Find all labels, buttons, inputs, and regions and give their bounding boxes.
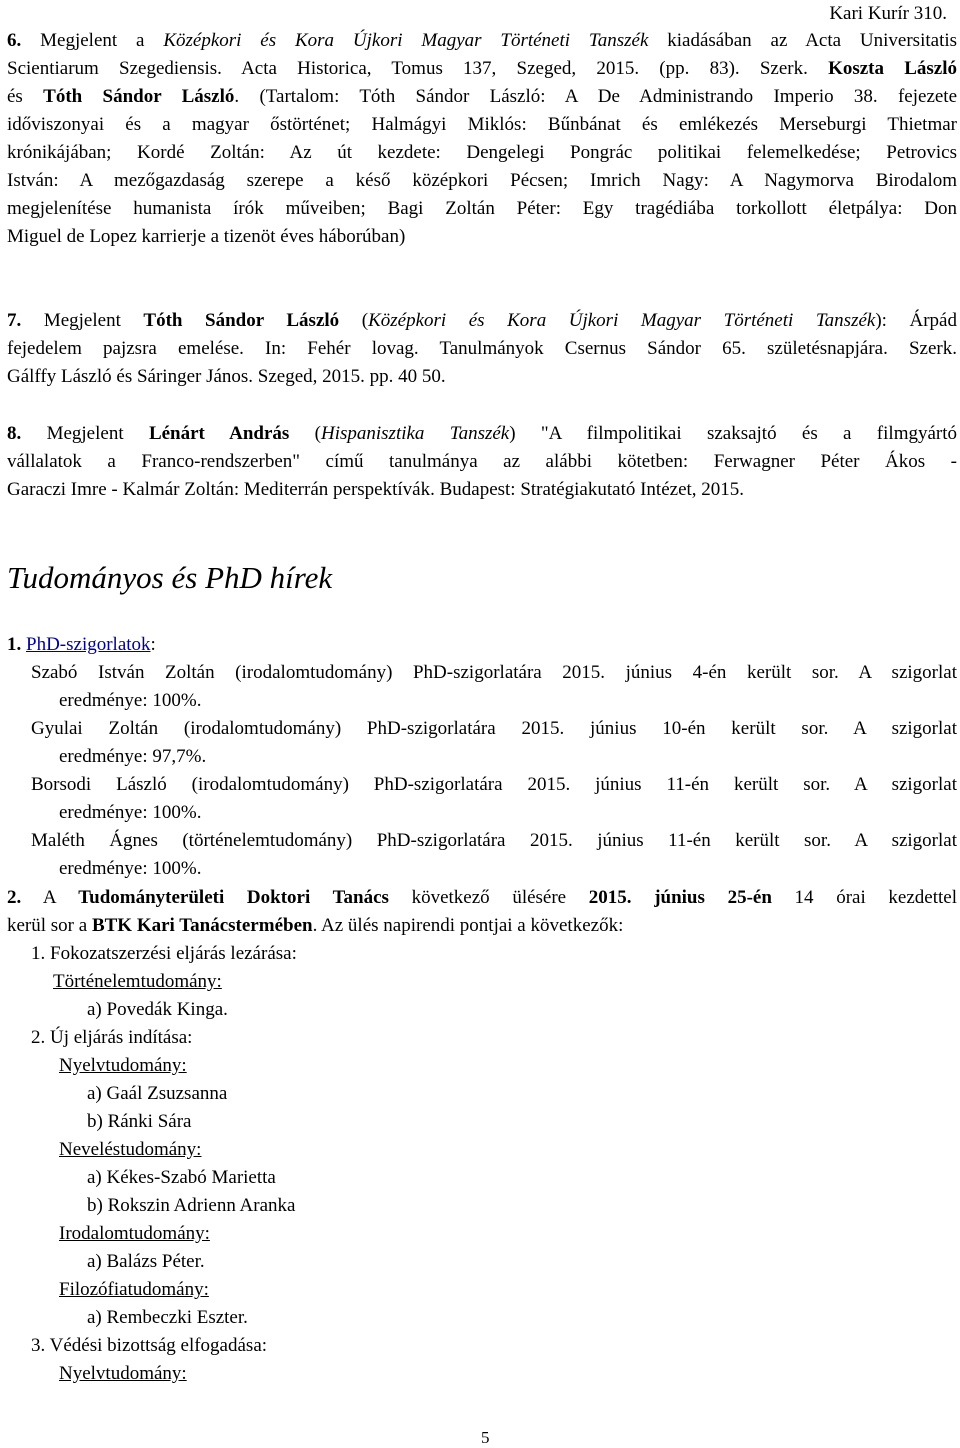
department-name: Középkori és Kora Újkori Magyar Történeti Tanszék (163, 30, 649, 51)
phd-exam-entry: Szabó István Zoltán (irodalomtudomány) PhD-szigorlatára 2015. június 4-én került sor. A szigorlat eredménye: 100%. (31, 662, 957, 711)
item-7-line-3: Gálffy László és Sáringer János. Szeged, 2015. pp. 40 50. (7, 366, 446, 387)
news-item-7 (7, 307, 957, 391)
council-name: Tudományterületi Doktori Tanács (78, 887, 389, 908)
item-6-number: 6. (7, 30, 22, 51)
phd-exam-entry: Maléth Ágnes (történelemtudomány) PhD-szigorlatára 2015. június 11-én került sor. A szigorlat eredménye: 100%. (31, 830, 957, 879)
page-number: 5 (481, 1428, 490, 1447)
agenda-item-1: 1. Fokozatszerzési eljárás lezárása: (31, 943, 297, 964)
field-literature: Irodalomtudomány: (59, 1223, 210, 1244)
author-name: Lénárt András (148, 423, 290, 444)
item-8-line-1: 8. Megjelent Lénárt András (Hispanisztika Tanszék) "A filmpolitikai szaksajtó és a filmgyártó (7, 423, 958, 444)
item-6-line-5: krónikájában; Kordé Zoltán: Az út kezdete: Dengelegi Pongrác politikai felemelkedése; Petrovics (7, 142, 957, 163)
editor-name: Tóth Sándor László (43, 86, 235, 107)
item-7-number: 7. (7, 310, 22, 331)
meeting-venue: BTK Kari Tanácstermében (91, 915, 313, 936)
candidate: b) Ránki Sára (87, 1111, 192, 1132)
candidate: a) Gaál Zsuzsanna (87, 1083, 228, 1104)
agenda-item-3: 3. Védési bizottság elfogadása: (31, 1335, 268, 1356)
agenda-item-2: 2. Új eljárás indítása: (31, 1027, 193, 1048)
item-6-line-8: Miguel de Lopez karrierje a tizenöt éves háborúban) (7, 226, 406, 247)
item-8-number: 8. (7, 423, 22, 444)
editor-name: Koszta László (828, 58, 957, 79)
item-6-line-7: megjelenítése humanista írók műveiben; Bagi Zoltán Péter: Egy tragédiába torkollott életpálya: Don (7, 198, 957, 219)
field-linguistics: Nyelvtudomány: (59, 1055, 187, 1076)
item-6-line-1: 6. Megjelent a Középkori és Kora Újkori Magyar Történeti Tanszék kiadásában az Acta Universitatis (7, 30, 958, 51)
phd-exam-entry: Borsodi László (irodalomtudomány) PhD-szigorlatára 2015. június 11-én került sor. A szigorlat eredménye: 100%. (31, 774, 957, 823)
field-history: Történelemtudomány: (53, 971, 222, 992)
item-8-line-2: vállalatok a Franco-rendszerben" című tanulmánya az alábbi kötetben: Ferwagner Péter Ákos - (7, 451, 957, 472)
field-philosophy: Filozófiatudomány: (59, 1279, 209, 1300)
meeting-date: 2015. június 25-én (588, 887, 772, 908)
department-name: Hispanisztika Tanszék (320, 423, 510, 444)
council-line-1: 2. A Tudományterületi Doktori Tanács következő ülésére 2015. június 25-én 14 órai kezdettel (7, 887, 957, 908)
candidate: a) Balázs Péter. (87, 1251, 205, 1272)
department-name: Középkori és Kora Újkori Magyar Történeti Tanszék (368, 310, 876, 331)
news-item-8 (7, 420, 957, 504)
field-education: Neveléstudomány: (59, 1139, 202, 1160)
item-6-line-6: István: A mezőgazdaság szerepe a késő középkori Pécsen; Imrich Nagy: A Nagymorva Birodalom (7, 170, 957, 191)
item-7-line-1: 7. Megjelent Tóth Sándor László (Középkori és Kora Újkori Magyar Történeti Tanszék): Árpád (7, 310, 957, 331)
news-item-6 (7, 27, 957, 251)
candidate: a) Povedák Kinga. (87, 999, 228, 1020)
item-7-line-2: fejedelem pajzsra emelése. In: Fehér lovag. Tanulmányok Csernus Sándor 65. születésnapjára. Szerk. (7, 338, 957, 359)
item-6-line-4: időviszonyai és a magyar őstörténet; Halmágyi Miklós: Bűnbánat és emlékezés Merseburgi Thietmar (7, 114, 957, 135)
running-header: Kari Kurír 310. (829, 3, 947, 24)
phd-exams-title: 1. PhD-szigorlatok: (7, 634, 156, 655)
candidate: b) Rokszin Adrienn Aranka (87, 1195, 296, 1216)
phd-exam-entry: Gyulai Zoltán (irodalomtudomány) PhD-szigorlatára 2015. június 10-én került sor. A szigorlat eredménye: 97,7%. (31, 718, 957, 767)
item-8-line-3: Garaczi Imre - Kalmár Zoltán: Mediterrán perspektívák. Budapest: Stratégiakutató Intézet, 2015. (7, 479, 745, 500)
phd-exams-link[interactable]: PhD-szigorlatok (26, 634, 151, 655)
section-heading: Tudományos és PhD hírek (7, 560, 333, 595)
field-linguistics: Nyelvtudomány: (59, 1363, 187, 1384)
item-6-line-2: Scientiarum Szegediensis. Acta Historica, Tomus 137, Szeged, 2015. (pp. 83). Szerk. Koszta László (7, 58, 957, 79)
doctoral-council-notice (7, 884, 957, 940)
candidate: a) Rembeczki Eszter. (87, 1307, 248, 1328)
candidate: a) Kékes-Szabó Marietta (87, 1167, 276, 1188)
item-6-line-3: és Tóth Sándor László. (Tartalom: Tóth Sándor László: A De Administrando Imperio 38. fejezete (7, 86, 958, 107)
council-line-2: kerül sor a BTK Kari Tanácstermében. Az ülés napirendi pontjai a következők: (7, 915, 624, 936)
author-name: Tóth Sándor László (143, 310, 340, 331)
